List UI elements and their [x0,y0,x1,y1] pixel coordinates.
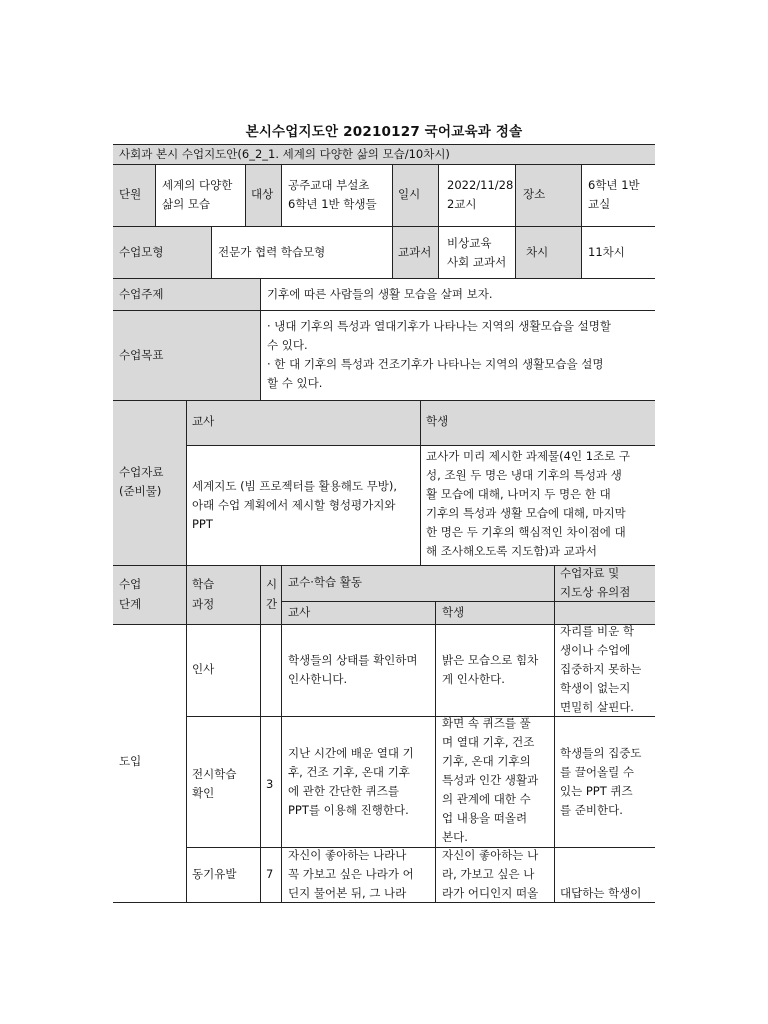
goal-line: 할 수 있다. [267,376,323,390]
header-activity: 교수·학습 활동 [288,575,362,589]
row-teacher-line: PPT를 이용해 진행한다. [288,803,409,817]
rule [392,164,393,278]
materials-teacher-line: 세계지도 (빔 프로젝터를 활용해도 무방), [192,479,397,493]
materials-student-line: 성, 조원 두 명은 냉대 기후의 특성과 생 [426,468,622,482]
materials-teacher-line: PPT [192,517,213,531]
header-stage-line2: 단계 [119,597,142,611]
header-stage-line1: 수업 [119,577,142,591]
row-student-line: 화면 속 퀴즈를 풀 [442,716,531,730]
goal-line: · 한 대 기후의 특성과 건조기후가 나타나는 지역의 생활모습을 설명 [267,357,604,371]
row-student-line: 업 내용을 떠올려 [442,811,528,825]
rule [435,601,436,902]
rule [515,164,516,278]
materials-student-line: 기후의 특성과 생활 모습에 대해, 마지막 [426,506,626,520]
rule [113,278,655,279]
section-title: 사회과 본시 수업지도안(6_2_1. 세계의 다양한 삶의 모습/10차시) [119,147,450,161]
goal-line: · 냉대 기후의 특성과 열대기후가 나타나는 지역의 생활모습을 설명할 [267,319,611,333]
stage-name: 도입 [119,754,142,768]
row-time: 7 [266,867,274,881]
row-student-line: 밝은 모습으로 힘차 [442,653,539,667]
header-process-line2: 과정 [192,597,215,611]
row-notes-line: 집중하지 못하는 [560,662,642,676]
topic-value: 기후에 따른 사람들의 생활 모습을 살펴 보자. [267,287,493,301]
row-notes-line: 학생이 없는지 [560,681,631,695]
row-student-line: 라, 가보고 싶은 나 [442,867,535,881]
row-time: 3 [266,777,274,791]
header-notes-line2: 지도상 유의점 [560,585,631,599]
header-student: 학생 [442,605,465,619]
row-notes-line: 를 준비한다. [560,803,623,817]
rule [420,400,421,565]
period-value: 11차시 [588,245,625,259]
rule [186,400,187,902]
row-student-line: 며 열대 기후, 건조 [442,735,535,749]
materials-student-header: 학생 [426,414,449,428]
row-teacher-line: 자신이 좋아하는 나라나 [288,848,407,862]
rule [260,278,261,400]
date-value-line2: 2교시 [447,197,477,211]
target-value-line2: 6학년 1반 학생들 [288,197,377,211]
row-process-line2: 확인 [192,786,215,800]
row-teacher-line: 에 관한 간단한 퀴즈를 [288,784,399,798]
header-notes-line1: 수업자료 및 [560,566,620,580]
materials-student-line: 한 명은 두 기후의 핵심적인 차이점에 대 [426,525,626,539]
row-teacher-line: 학생들의 상태를 확인하며 [288,653,418,667]
row-teacher-line: 후, 건조 기후, 온대 기후 [288,765,410,779]
row-notes-line: 면밀히 살핀다. [560,700,634,714]
unit-label: 단원 [119,187,142,201]
row-notes-line: 를 끌어올릴 수 [560,765,634,779]
unit-value-line2: 삶의 모습 [162,197,211,211]
rule [186,847,655,848]
textbook-value-line2: 사회 교과서 [447,255,507,269]
textbook-label: 교과서 [398,245,432,259]
row-notes-line: 있는 PPT 퀴즈 [560,784,633,798]
header-process-line1: 학습 [192,577,215,591]
row-student-line: 의 관계에 대한 수 [442,792,531,806]
row-student-line: 자신이 좋아하는 나 [442,848,539,862]
row-teacher-line: 꼭 가보고 싶은 나라가 어 [288,867,414,881]
materials-student-line: 활 모습에 대해, 나머지 두 명은 한 대 [426,487,611,501]
row-teacher-line: 인사한니다. [288,672,348,686]
row-student-line: 기후, 온대 기후의 [442,754,531,768]
header-time-line2: 간 [266,597,278,611]
rule [113,164,655,165]
row-process: 인사 [192,662,215,676]
header-time-line1: 시 [266,577,278,591]
target-value-line1: 공주교대 부설초 [288,178,370,192]
row-notes-line: 대답하는 학생이 [560,886,642,900]
materials-label-line2: (준비물) [119,484,162,498]
place-value-line1: 6학년 1반 [588,178,640,192]
rule [113,226,655,227]
row-process: 동기유발 [192,867,237,881]
rule [281,565,282,902]
row-student-line: 특성과 인간 생활과 [442,773,539,787]
date-label: 일시 [398,187,421,201]
rule [113,310,655,311]
row-student-line: 게 인사한다. [442,672,505,686]
rule [438,164,439,278]
rule [155,164,156,226]
materials-student-line: 교사가 미리 제시한 과제물(4인 1조로 구 [426,449,631,463]
model-value: 전문가 협력 학습모형 [218,245,326,259]
materials-student-line: 해 조사해오도록 지도함)과 교과서 [426,544,597,558]
row-notes-line: 자리를 비운 학 [560,624,634,638]
rule [581,164,582,278]
goal-label: 수업목표 [119,348,164,362]
rule [113,400,655,401]
row-notes-line: 학생들의 집중도 [560,746,642,760]
period-label: 차시 [526,245,549,259]
model-label: 수업모형 [119,245,164,259]
header-teacher: 교사 [288,605,311,619]
materials-teacher-header: 교사 [192,414,215,428]
place-label: 장소 [523,187,546,201]
row-teacher-line: 딘지 물어본 뒤, 그 나라 [288,886,407,900]
topic-label: 수업주제 [119,287,164,301]
materials-label-line1: 수업자료 [119,465,164,479]
materials-teacher-line: 아래 수업 계획에서 제시할 형성평가지와 [192,498,396,512]
row-teacher-line: 지난 시간에 배운 열대 기 [288,746,414,760]
rule [554,565,555,902]
place-value-line2: 교실 [588,197,611,211]
unit-value-line1: 세계의 다양한 [162,178,233,192]
document-title: 본시수업지도안 20210127 국어교육과 정솔 [245,124,523,140]
date-value-line1: 2022/11/28 [447,178,514,192]
target-label: 대상 [251,187,274,201]
rule [211,226,212,278]
rule [281,164,282,226]
row-student-line: 라가 어디인지 떠올 [442,886,539,900]
rule [260,565,261,902]
textbook-value-line1: 비상교육 [447,236,492,250]
row-student-line: 본다. [442,830,468,844]
rule [245,164,246,226]
row-process-line1: 전시학습 [192,767,237,781]
goal-line: 수 있다. [267,338,308,352]
row-notes-line: 생이나 수업에 [560,643,631,657]
